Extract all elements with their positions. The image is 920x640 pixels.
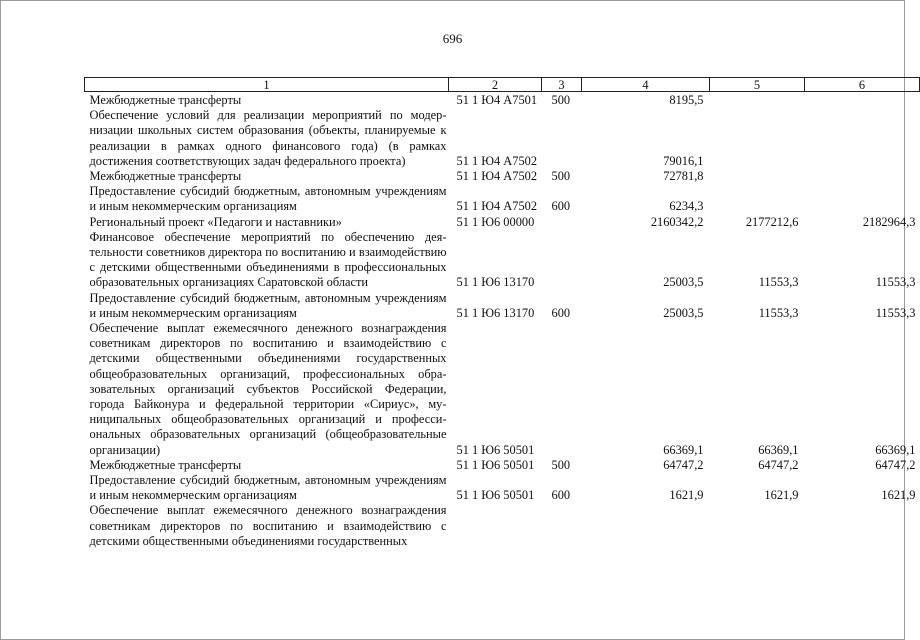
row-amount-col5 [710, 169, 805, 184]
row-amount-col5 [710, 503, 805, 549]
table-row [85, 108, 920, 169]
row-code: 51 1 Ю4 А7502 [456, 153, 538, 168]
row-amount-col6: 66369,1 [875, 442, 916, 457]
budget-table [84, 77, 920, 549]
row-amount-col4: 25003,5 [663, 305, 704, 320]
table-row [85, 473, 920, 503]
row-code: 51 1 Ю4 А7502 [456, 199, 538, 214]
row-code: 51 1 Ю6 13170 [456, 305, 535, 320]
row-expense-type [542, 230, 582, 291]
row-amount-col4: 6234,3 [669, 199, 704, 214]
row-expense-type: 500 [551, 169, 571, 184]
row-expense-type: 500 [551, 457, 571, 472]
row-expense-type: 600 [551, 199, 571, 214]
row-name: Межбюджетные трансферты [89, 457, 242, 472]
header-col-3: 3 [542, 78, 582, 92]
table-row [85, 458, 920, 473]
table-row [85, 169, 920, 184]
table-row [85, 503, 920, 549]
row-amount-col4: 1621,9 [669, 488, 704, 503]
table-row [85, 291, 920, 321]
row-code: 51 1 Ю4 А7502 [456, 169, 538, 184]
row-amount-col5 [710, 108, 805, 169]
table-row [85, 321, 920, 458]
table-row [85, 230, 920, 291]
row-amount-col4: 8195,5 [669, 93, 704, 107]
row-amount-col4 [582, 503, 710, 549]
row-amount-col5: 11553,3 [758, 275, 799, 290]
row-expense-type [542, 503, 582, 549]
row-amount-col4: 66369,1 [663, 442, 704, 457]
row-expense-type [542, 108, 582, 169]
row-amount-col5 [710, 184, 805, 214]
row-expense-type: 600 [551, 488, 571, 503]
page-number: 696 [442, 31, 463, 46]
row-code: 51 1 Ю6 50501 [456, 488, 535, 503]
row-expense-type: 600 [551, 305, 571, 320]
row-amount-col5: 2177212,6 [745, 214, 799, 229]
header-col-6: 6 [805, 78, 920, 92]
row-amount-col5: 1621,9 [764, 488, 799, 503]
header-col-2: 2 [449, 78, 542, 92]
table-header [85, 78, 920, 92]
header-col-1: 1 [85, 78, 449, 92]
row-expense-type: 500 [551, 93, 571, 107]
table-body [85, 92, 920, 550]
row-name: Обеспечение выплат ежемесячного денежного вознаграждения советникам директоров по воспитанию и взаимодействию с детскими общественными объединениями государственных [89, 503, 447, 548]
table-row [85, 92, 920, 109]
row-code: 51 1 Ю6 50501 [456, 442, 535, 457]
row-code: 51 1 Ю6 50501 [456, 457, 535, 472]
row-amount-col6: 11553,3 [875, 305, 916, 320]
row-name: Межбюджетные трансферты [89, 169, 242, 184]
row-amount-col5 [710, 92, 805, 109]
row-name: Обеспечение условий для реализации мероприятий по модернизации школьных систем образования (объекты, планируемые к реализации в рамках одного финансового года) (в рамках достижения соответствующих задач федерального проекта) [89, 108, 447, 168]
header-col-4: 4 [582, 78, 710, 92]
header-row [85, 78, 920, 92]
row-name: Межбюджетные трансферты [89, 93, 242, 107]
row-code: 51 1 Ю4 А7501 [456, 93, 538, 107]
row-amount-col6 [805, 92, 920, 109]
row-expense-type [542, 215, 582, 230]
row-code: 51 1 Ю6 00000 [456, 214, 535, 229]
row-amount-col4: 79016,1 [663, 153, 704, 168]
row-amount-col5: 64747,2 [758, 457, 799, 472]
row-name: Обеспечение выплат ежемесячного денежного вознаграждения советникам директоров по воспитанию и взаимодействию с детскими общественными объединениями государственных общеобразовательных организаций, профессиональных образовательных организаций субъектов Российской Федерации, города Байконура и федеральной территории «Сириус», муниципальных общеобразовательных организаций и профессиональных образовательных организаций (общеобразовательные организации) [89, 321, 447, 457]
row-name: Предоставление субсидий бюджетным, автономным учреждениям и иным некоммерческим организациям [89, 184, 447, 214]
row-name: Предоставление субсидий бюджетным, автономным учреждениям и иным некоммерческим организациям [89, 290, 447, 320]
row-name: Региональный проект «Педагоги и наставники» [89, 214, 342, 229]
row-amount-col6 [805, 184, 920, 214]
row-expense-type [542, 321, 582, 458]
row-amount-col4: 72781,8 [663, 169, 704, 184]
table-row [85, 215, 920, 230]
row-amount-col6 [805, 108, 920, 169]
row-name: Финансовое обеспечение мероприятий по обеспечению деятельности советников директора по воспитанию и взаимодействию с детскими общественными объединениями в профессиональных образовательных организациях Саратовской области [89, 229, 447, 290]
table-row [85, 184, 920, 214]
row-amount-col6: 64747,2 [875, 457, 916, 472]
row-amount-col6: 2182964,3 [862, 214, 916, 229]
row-name: Предоставление субсидий бюджетным, автономным учреждениям и иным некоммерческим организациям [89, 473, 447, 503]
header-col-5: 5 [710, 78, 805, 92]
row-code [449, 503, 542, 549]
row-amount-col4: 64747,2 [663, 457, 704, 472]
row-amount-col5: 11553,3 [758, 305, 799, 320]
row-amount-col4: 25003,5 [663, 275, 704, 290]
row-amount-col4: 2160342,2 [650, 214, 704, 229]
row-amount-col6 [805, 169, 920, 184]
row-code: 51 1 Ю6 13170 [456, 275, 535, 290]
row-amount-col6: 11553,3 [875, 275, 916, 290]
row-amount-col5: 66369,1 [758, 442, 799, 457]
row-amount-col6: 1621,9 [881, 488, 916, 503]
row-amount-col6 [805, 503, 920, 549]
